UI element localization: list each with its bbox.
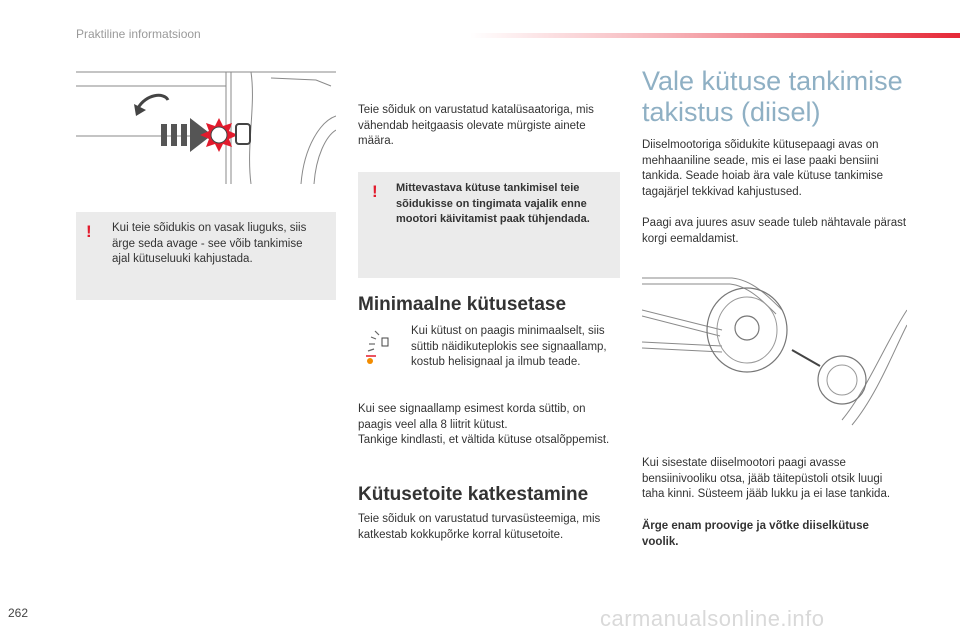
min-fuel-text-2: Tankige kindlasti, et vältida kütuse otsalõppemist. [358,434,610,446]
warning-exclamation-icon: ! [372,182,378,201]
sliding-door-warning-text: Kui teie sõidukis on vasak liuguks, siis ärge seda avage - see võib tankimise ajal kütuseluuki kahjustada. [112,222,307,265]
misfuel-text-3: Kui sisestate diiselmootori paagi avasse bensiinivooliku otsa, jääb täitepüstoli otsik luugi taha kinni. Süsteem jääb lukku ja ei lase tankida. [642,457,891,500]
min-fuel-text-1: Kui see signaallamp esimest korda süttib, on paagis veel alla 8 liitrit kütust. [358,403,586,431]
misfuel-prevention-title-line1: Vale kütuse tankimise [642,66,903,96]
low-fuel-lamp-text: Kui kütust on paagis minimaalselt, siis süttib näidikuteplokis see signaallamp, kostub helisignaal ja ilmub teade. [411,325,607,368]
warning-exclamation-icon: ! [86,222,92,241]
catalyst-intro-text: Teie sõiduk on varustatud katalüsaatoriga, mis vähendab heitgaasis olevate mürgiste ainete määra. [358,104,594,147]
misfuel-text-4: Ärge enam proovige ja võtke diiselkütuse voolik. [642,520,869,548]
van-fuel-flap-illustration [76,66,336,184]
min-fuel-heading: Minimaalne kütusetase [358,294,567,315]
misfuel-prevention-title-line2: takistus (diisel) [642,97,821,127]
fuel-cutoff-text: Teie sõiduk on varustatud turvasüsteemiga, mis katkestab kokkupõrke korral kütusetoite. [358,513,601,541]
page-number: 262 [8,606,29,620]
header-accent-bar [470,33,960,38]
watermark: carmanualsonline.info [600,606,825,631]
sliding-door-warning-box [76,212,336,300]
misfuel-text-1: Diiselmootoriga sõidukite kütusepaagi avas on mehhaaniline seade, mis ei lase paaki bensiini tankida. Seade hoiab ära vale kütuse tankimise tagajärjel tekkivad kahjustused. [642,139,884,198]
misfuel-text-2: Paagi ava juures asuv seade tuleb nähtavale pärast korgi eemaldamist. [642,217,907,245]
low-fuel-lamp-icon [362,325,398,365]
diesel-filler-neck-icon [642,270,907,430]
diesel-filler-neck-illustration [642,270,907,430]
fuel-cutoff-heading: Kütusetoite katkestamine [358,484,589,505]
page-header-title: Praktiline informatsioon [76,27,201,41]
wrong-fuel-warning-box [358,172,620,278]
wrong-fuel-warning-text: Mittevastava kütuse tankimisel teie sõidukisse on tingimata vajalik enne mootori käivitamist paak tühjendada. [396,182,590,225]
van-fuel-flap-icon [76,66,336,184]
